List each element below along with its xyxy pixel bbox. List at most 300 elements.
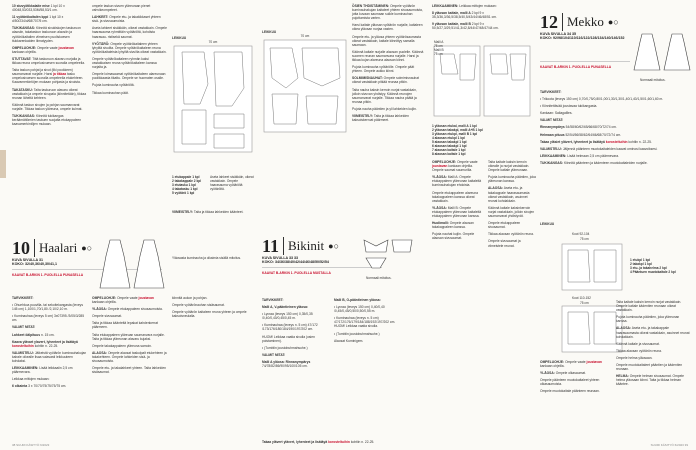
bikini-caption: Normaali mitoitus. [366, 276, 392, 280]
paragraph-text: Jäljennä päänteen muotokaitaleiden kaavat ominosi kaavoiksesi. [561, 146, 658, 151]
paragraph-text: • Lycraa (leveys 150 cm) 0,35/0,35 /0,40/0,40/0,45/0,45 m. [262, 312, 313, 321]
list-item: 7 alaosan kaitale 1 kpl [432, 148, 466, 152]
paragraph-text: Aseta etu- ja takakappale haarasaumasta oikeat vastakkain, asuinnet reunat kohdakkain. [488, 186, 530, 203]
paragraph-text: 1 kpl 10 x 40048,53/033,53M/58,53/1 cm. [12, 4, 65, 13]
paragraph-text: Rinnanympärys [540, 125, 565, 130]
diagram4-svg [560, 236, 624, 356]
paragraph-text: Pujota kuminauha pääntien, joka yläreunan kanssa. [616, 315, 680, 324]
paragraph [172, 296, 252, 300]
paragraph [352, 88, 424, 104]
paragraph [540, 161, 688, 165]
paragraph [262, 353, 328, 357]
center-col-top [172, 296, 252, 321]
paragraph-text: Ompele päänteen muotokaitaleet yhteen olkasaumoista. [540, 378, 600, 387]
paragraph-text: Ompele helman sivusaumat. Ompele helma yläosaan kiinni. Taita ja tikkaa helman kääntee. [616, 374, 684, 387]
paragraph-text: Leikkaa mittojen mukaan: [458, 4, 497, 8]
paragraph [12, 314, 87, 322]
paragraph-text: • Lycraa (leveys 150 cm) 0,40/0,40 /0,45/0,45/0,50/0,50/0,55 m. [334, 305, 385, 314]
list-item: 1 etukpl 1 kpl [630, 258, 651, 262]
pattern10-number: 10 [12, 238, 30, 258]
paragraph-text: TUKIKANGAS: [12, 26, 36, 31]
paragraph [432, 4, 532, 8]
paragraph [92, 42, 167, 54]
paragraph-text: Jälkeistä vyötärön kuminauhakujan kalrale oikealle lisaa vaiavasti leikkuuteen kohdaksi. [12, 350, 87, 364]
paragraph [540, 147, 688, 151]
paragraph-text: kiinnitä aukon ja pohjan. [172, 296, 208, 300]
diagram4-label-2: 75 cm [580, 237, 589, 241]
paragraph [540, 371, 610, 375]
paragraph-text: Ompele helma yläosaan. [616, 355, 653, 360]
paragraph-text: TARVIKKEET: [262, 298, 284, 302]
diagram4-label-4: 75 cm [580, 301, 589, 305]
paragraph-text: Ompele etukappaleen alareuna takakappaleen kanssa oikeat vastakkain. [432, 190, 479, 203]
list-item: 8 alaosan kaitale 1 kpl [432, 152, 466, 156]
list-item: Malli A [434, 40, 444, 44]
paragraph [12, 4, 87, 12]
paragraph-text: Kiinnitä päänteen ja kädenteen muotokaitaleiden nurjalle. [563, 160, 648, 165]
paragraph [12, 103, 87, 111]
paragraph-text: joustavan [432, 164, 448, 169]
paragraph-text: 1 kpl 10 x d/50/234/d/68/707/5 cm. [12, 15, 64, 24]
paragraph-text: Ompele vyötärökaitaleen ryhmän kaksi vastakkaisen reuna vyötärökaitaleen kanssa nurjalta ja. [92, 56, 157, 70]
paragraph [92, 26, 167, 38]
paragraph [352, 50, 424, 62]
paragraph-text: Takaa ylävert ylävert, lyhenteet ja lisätäyä [262, 440, 328, 444]
paragraph-text: ja tikkaa [53, 72, 67, 77]
paragraph [432, 221, 484, 229]
pattern12-sub: KUVA SIVULLA 34 35 [540, 32, 577, 36]
paragraph [616, 300, 690, 312]
pattern12-koko: KOKO: 92/98/104/110/116/122/128/134/140/146/152 [540, 36, 625, 41]
paragraph [12, 333, 87, 337]
paragraph [262, 305, 328, 309]
paragraph [12, 114, 87, 126]
diagram4-label-3: Koot 110-152 [572, 296, 591, 300]
paragraph [12, 340, 87, 348]
bikini-bottom [262, 440, 404, 447]
paragraph [616, 374, 690, 386]
paragraph-text: Malli A, V-pääntieinen yläosa: [262, 305, 309, 310]
paragraph-text: Taita kaitale kaksin kerroin oikealle ja nurjat vastakkain. Ompele kaitale yläreunaan. [488, 160, 530, 173]
paragraph-text: • Ohuehkoa puuvilla- tai sekoitekangasta (leveys 145 cm) 1,100/1,70/1,80 /2,10/2,10 m. [12, 303, 83, 312]
paragraph-text: Pujota nauhat kujiin. Ompele alaosan sivusaumat. [432, 232, 475, 241]
paragraph-text: Takaa yläsiet ylävert, lyhenteet ja lisätäyä [540, 139, 605, 144]
list-item: 3 yläosan etukpl, malli B 1 kpl [432, 132, 478, 136]
diagram1-note: Aseta lahkeet sisäkkäin, oikeat vastakkain. Ompele haarasauma vyötäröltä vyötäröltä. [210, 175, 254, 191]
bikini-koko: KOKO: 34/36/38/40/42/44/46/48/50/52/54 [262, 260, 329, 265]
paragraph-text: Pujota nauha pääntien ja yli lahkeiden kujiin. [352, 106, 417, 111]
list-item: 2 takakpl 1 kpl [630, 262, 652, 266]
paragraph-text: kankaan ohjeilla. [92, 300, 117, 305]
bikini-number: 11 [262, 236, 280, 256]
paragraph [12, 88, 87, 100]
paragraph-text: joustavan [58, 45, 74, 50]
paragraph-text: Malli A yläosa: Rinnanympärys [262, 359, 311, 364]
left-col-1 [12, 4, 87, 129]
paragraph-text: VIIMEISTELY: [172, 210, 194, 214]
center-col-right [352, 4, 424, 125]
paragraph-text: Taita nauha kaksin kerroin nurjat vastakkain, jolloin sivuvan yhdistyy. Käännä reunojen saumanvarat nurjalle. Tikkaa nauha päätä ja reunaa pitkin. [352, 87, 417, 104]
paragraph-text: LAHKEET: [92, 15, 109, 20]
paragraph-text: • Kuminauhaa (leveys 5 cm) 3x07395 /3/05/3/285 cm. [12, 314, 85, 323]
paragraph-text: Ompele alaosan takakappaleen kanssa. [432, 221, 474, 230]
paragraph [352, 65, 424, 73]
paragraph [540, 111, 688, 115]
paragraph [334, 316, 404, 328]
diagram4-label-1: Koot 92-104 [572, 232, 590, 236]
paragraph-text: Aseta etu- ja takakappale haarasaumasta oikeat vastakkain, asuinnet reunat kohdakkain. [616, 326, 690, 339]
list-item: 3 etu- ja takahelma 2 kpl [630, 266, 667, 270]
paragraph [262, 298, 328, 302]
paragraph-text: Kaava ylävart ylavert, lyhenteet ja lisätäyä [12, 339, 78, 344]
diagram2-title: LEIKKUU [262, 30, 277, 34]
paragraph [92, 4, 167, 12]
paragraph [352, 23, 424, 31]
paragraph-text: Ompele sivusaumat ja viimeistele reunat. [488, 239, 521, 248]
bikini-title: Bikinit [288, 238, 325, 253]
paragraph-text: Ompele loimasaumat vyötärökaitaleen alareunaan puolikkaasta tikattu. Ompele se huomaten osalle. [92, 72, 166, 81]
paragraph [92, 72, 167, 80]
paragraph-text: 54/58/60/62/65/66/68/70/72/74 cm. [564, 125, 617, 130]
paragraph-text: ALAOSA: [92, 350, 108, 355]
paragraph [540, 90, 688, 94]
paragraph [432, 232, 484, 240]
dress-sketch [92, 236, 178, 292]
paragraph-text: LEIKKAAMINEN: [432, 4, 459, 8]
paragraph [616, 349, 690, 353]
paragraph [488, 232, 536, 236]
pattern10-sub: KUVA SIVULLA 31 [12, 258, 44, 262]
left-col-2-b [92, 296, 167, 377]
paragraph [12, 384, 87, 388]
paragraph-text: Ompele vaate [116, 296, 139, 300]
paragraph [352, 4, 424, 20]
paragraph-text: ompele taskun sivuen yläreuraan pienet vahvikeompeleet. [92, 4, 151, 13]
paragraph-text: Pujota kuminauha pääntien, joka yläreunan kanssa. [488, 175, 536, 184]
paragraph-text: ALAOSA: [616, 326, 632, 331]
bikini-sketch [356, 236, 416, 272]
paragraph-text: VALMISTELU: [12, 350, 34, 355]
paragraph-text: Malli B: Ompele etukappaleen yläreunan kaitaleitä etukappaleen yläreunan kanssa. [432, 205, 482, 219]
paragraph [12, 351, 87, 363]
paragraph-text: Ompele etukappaleen sivusaumoista. [106, 307, 163, 312]
list-item: 1 etukappale 1 kpl [172, 175, 200, 179]
pattern12-link-wrap [540, 58, 630, 69]
caption10: Yläosasta kuminauha ja olkaimia sisällä mitoitus. [172, 256, 241, 260]
paragraph-text: HELMA: [616, 374, 629, 379]
diagram1-title: LEIKKUU [172, 36, 187, 40]
diagram1-svg [172, 44, 254, 154]
paragraph [334, 339, 404, 343]
paragraph [92, 91, 167, 95]
paragraph-text: Pujota kuminauha vyötäröltä. [92, 83, 135, 88]
pattern10-koko: KOKO: 32/40,36/40,30/41,1 [12, 262, 57, 267]
paragraph [488, 160, 536, 172]
paragraph-text: Taita etukappaleen yläreuan saumanvara nurjalle. Taita ja tikkaa yläreunan alavaru kujaksi. [92, 332, 165, 341]
paragraph [540, 125, 688, 129]
paragraph-text: ÖSIEN THDISTÄMINEN: [352, 4, 390, 8]
list-item: 75 cm [434, 44, 443, 48]
paragraph [352, 107, 424, 111]
diagram1-width: 70 cm [208, 40, 218, 45]
paragraph [432, 160, 484, 172]
paragraph [432, 206, 484, 218]
paragraph-text: Leikkaa mittojen mukaan: [12, 377, 50, 382]
paragraph-text: • Kiinnitettävää joustavaa tukikangasta. [540, 104, 598, 109]
paragraph-text: joustavan [586, 360, 602, 364]
diagram3-labels [434, 40, 530, 56]
diagram2 [262, 30, 348, 135]
pattern12-title: Mekko [567, 14, 604, 29]
right-col-1 [540, 90, 688, 168]
paragraph [334, 298, 404, 302]
paragraph [92, 15, 167, 23]
paragraph-text: Käännä kaitale ja sivusaumat. [616, 341, 660, 346]
paragraph-text: 74/78/82/86/90/95/100/105 cm. [262, 364, 308, 369]
paragraph-text: 6 olkainta [12, 384, 28, 389]
paragraph [12, 366, 87, 374]
paragraph [12, 57, 87, 65]
paragraph [262, 360, 328, 368]
paragraph-text: Aseta lahkeet sisäkkäin, oikeat vastakkain. Ompele haarasauma ryhmittäin vyötäröltä, kohdista haarasau- ristisekä saumat. [92, 26, 167, 39]
paragraph [540, 133, 688, 137]
paragraph [12, 15, 87, 23]
left-col-1-b [12, 296, 87, 392]
paragraph-text: Ompele solmimisnauhat oikeat vastakkain pitkää reunaa pitkin. [352, 76, 419, 85]
list-item: 2 yläosan takakpl, malli A+B 1 kpl [432, 128, 483, 132]
paragraph-text: 2 kpl 9 x 50,5/27,3/29,51/41,3/42,8/44/47/48/47/44 cm. [432, 22, 499, 31]
paragraph-text: joustavan [138, 296, 154, 300]
right-foot: SUURI KÄSITYÖ 6/2023 39 [650, 442, 688, 447]
left-col-2 [92, 4, 167, 98]
paragraph-text: korosteltuihin [604, 139, 628, 144]
list-item: 5 vyötärö 1 kpl [172, 191, 195, 195]
list-item: 6 alaosan takakpl 1 kpl [432, 144, 467, 148]
paragraph [432, 191, 484, 203]
paragraph [334, 305, 404, 313]
paragraph-text: Tikkaa kuminauhan päät. [92, 90, 129, 95]
paragraph [540, 97, 688, 101]
paragraph-text: korosteltuihin [327, 440, 350, 444]
paragraph-text: Lisää leikkaaiin 2,5 cm päärmevara. [12, 366, 73, 375]
paragraph-text: Malli B, O-pääntieinen yläosa: [334, 298, 381, 302]
paragraph [540, 360, 610, 368]
paragraph [488, 221, 536, 229]
paragraph [12, 377, 87, 381]
bikini-col-2 [334, 298, 404, 346]
paragraph [92, 321, 167, 329]
paragraph-text: kohtiin n. 22-25. [627, 139, 652, 144]
paragraph-text: VALMIT MITAT: [540, 118, 564, 123]
list-item: 4 Pääntuen muotokaitale 2 kpl [630, 270, 676, 274]
paragraph-text: Taita ja tikkaa käänteitä lepakat kahdenkerrat päärmeen. [92, 321, 158, 330]
paragraph [540, 389, 610, 393]
list-item: 4 alaosan etukpl 1 kpl [432, 136, 465, 140]
paragraph-text: Kiinnitä sivukiskojen taskuruon alaosiin, takataskun taskuruon alaosiin ja vyötärökaitalien viimeisen puoliskoesen tiukkarenkaiden liimatyyden. [12, 26, 81, 43]
paragraph-text: Ompele sivusaumat. [92, 314, 123, 319]
paragraph-text: Käännä taskun sivujen ja pohjan saumanvarat nurjalle. Tikkaa taskun yläreuna, ompele kulmat. [12, 102, 83, 111]
paragraph [488, 175, 536, 183]
paragraph-text: • (Tumblin joustobuhmahsuhe.) [262, 345, 308, 350]
paragraph [540, 154, 688, 158]
paragraph-text: YLÄOSA: [432, 175, 447, 180]
paragraph [12, 68, 87, 84]
paragraph [334, 332, 404, 336]
diagram2-svg [262, 38, 348, 134]
paragraph-text: VIIMEISTELY: [352, 113, 374, 118]
paragraph-text: OMPELUOHJE: [432, 160, 457, 164]
paragraph-text: kohtiin n. 22-25. [349, 440, 375, 444]
paragraph-text: YLÄOSA: [432, 205, 447, 210]
paragraph-text: Ompele etu- ja takalahkeet yhteen. Taita lahkeiden sisäsaumat. [92, 366, 166, 375]
diagram1 [172, 36, 254, 155]
paragraph-text: Tikkaa alaosan vyötärön reuna. [488, 232, 534, 237]
paragraph [488, 239, 536, 247]
paragraph-text: Ompele etu- ja takakikkaset yhteen sisä- ja sivusaumoista. [92, 15, 161, 24]
paragraph [262, 440, 404, 444]
paragraph-text: Ompele olkasaumat. [554, 371, 586, 376]
paragraph-text: Huolimalli: [432, 221, 449, 226]
pattern12-number: 12 [540, 12, 558, 32]
diagram4-title: LEIKKUU [540, 222, 555, 226]
paragraph-text: kohtiin n. 22-25. [33, 343, 59, 348]
bikini-link[interactable]: KAAVAT B-ARKIN 1. PUOLELLA MUSTALLA [262, 271, 331, 276]
paragraph-text: VYÖTÄRÖ: [92, 41, 110, 46]
list-item: 5 alaosan takakpl 1 kpl [432, 140, 467, 144]
paragraph-text: • Trikoota (leveys 150 cm) 0,70/0,75/0,80/1,00/1,30/1,30/1,40/1,40/1,50/1,60/1,60 m. [540, 97, 664, 102]
paragraph [12, 325, 87, 329]
paragraph-text: Ompele takakappaleen yläreuna samoin. [92, 343, 152, 348]
paragraph [488, 206, 536, 218]
pattern10-title: Haalari [39, 240, 78, 255]
rc-col-1 [432, 160, 484, 244]
paragraph-text: Ompele alaosat taskulpalt etukehteen ja takakehteen. Ompele lahkeiden sisä- ja sivusaumoista. [92, 350, 167, 364]
left-foot: 38 SUURI KÄSITYÖ 6/2023 [12, 442, 50, 447]
paragraph-text: Kiinnitä tukikangas keräämättömien taskuen suojalta etukappaleen kaavamerkintöjen mukaan. [12, 113, 82, 127]
paragraph-text: • Kuminauhaa (leveys n. 5 cm) 47/172 /173/176/180/184/190/197/202 cm. [262, 323, 318, 332]
pattern12-link[interactable]: KAAVAT B-ARKIN 1. PUOLELLA PUNASELLA [540, 65, 612, 69]
paragraph-text: Tikkaa alaosan vyötärön reuna. [616, 348, 662, 353]
paragraph-text: Harsi kaitale yläosan vyötärön nurjalle, kaitaleen oikea yläosan nurjaa vasten. [352, 23, 423, 32]
paragraph-text: ALAOSA: [488, 186, 504, 191]
paragraph-text: Ompele etu- ja yläosa yhteen vyötärösaumasta oikeat vastakkain, kaitale kiinnittyy samalla saumaan. [352, 34, 421, 47]
list-item: 4 takatasku 1 kpl [172, 187, 198, 191]
paragraph [172, 210, 254, 214]
paragraph-text: Ompele vyötärön kuminauhakujan kaitaleet yhteen sivusaumoista, jotta kuvaan saumaan sulkle kuminauhan pujottamista varten. [352, 4, 423, 21]
paragraph-text: kankaan ohjeilla. [12, 49, 37, 54]
paragraph [12, 46, 87, 54]
rc-col-2 [488, 160, 536, 251]
paragraph-text: kankaan ohjeilla. [540, 364, 565, 369]
paragraph [540, 140, 688, 144]
list-item: 75 cm [434, 52, 443, 56]
paragraph [616, 363, 690, 371]
diagram4 [540, 222, 610, 226]
paragraph-text: tasku ompelusivuesen suoralla ompeleella etukehteen. Kaavamerkintöjen mukaan pohjasta ja sivuista. [12, 72, 84, 85]
paragraph [616, 326, 690, 338]
paragraph-text: Helmaan pituus [540, 132, 565, 137]
pattern12-dots: ●○ [607, 17, 619, 27]
paragraph [540, 378, 610, 386]
paragraph [92, 366, 167, 374]
paragraph-text: • Kuminauhaa (leveys n. 5 cm) 47/172/176/179/184/188/192/197/202 cm. HUOM! Leikkaa vaatia sivulla. [334, 316, 396, 329]
paragraph-text: kankaan ohjeilla. Ompele saumat saumurilla. [432, 164, 473, 173]
paragraph-text: Ompele vaate [456, 160, 478, 164]
bikini-sub: KUVA SIVULLA 33 33 [262, 256, 299, 260]
paragraph [92, 57, 167, 69]
paragraph-text: VALMISTELU: [540, 146, 562, 151]
side-tab [0, 150, 6, 178]
diagram2-width: 70 cm [300, 34, 310, 39]
paragraph-text: YLÄOSA: [92, 307, 107, 312]
paragraph-text: Ompele vyötärön kaitaleen reuna yhteen ja ompele kaksoisneulalla. [172, 310, 247, 319]
paragraph [92, 307, 167, 311]
paragraph-text: TUKIKANGAS: [12, 113, 36, 118]
list-item: Malli B [434, 48, 444, 52]
paragraph-text: Lisää helmaan 2,5 cm päärmevara. [566, 153, 619, 158]
paragraph [12, 296, 87, 300]
paragraph-text: LEIKKAAMINEN: [12, 366, 39, 371]
paragraph-text: Taita kaitale kaksin kerroin nurjat vastakkain. Ompele kaitale kädentien reunaan oikeat vastakkain. [616, 300, 682, 313]
paragraph-text: OMPELUOHJE: [92, 296, 117, 300]
paragraph [262, 346, 328, 350]
mekko-sketch [632, 30, 692, 74]
diagram3-pieces [432, 124, 532, 156]
paragraph [92, 333, 167, 341]
paragraph-text: Taita ja tikkaa lahkeiden käänteet. [193, 210, 244, 214]
paragraph-text: HUOM! Leikkaa vaatia sivulla (osien poistaminen). [262, 334, 315, 343]
paragraph-text: Käännä kaitale nurjalle alaosan puolelle. Käännä suomen reunan saumanvara nurjalle. Harsi ja tikkaa kujan alareuna alaosan kiinni. [352, 49, 424, 63]
paragraph-text: korosteltuihin [12, 343, 34, 348]
right-col-b2 [616, 300, 690, 390]
paragraph [432, 22, 532, 30]
paragraph-text: Ompele muotokaitale päänteen reunaan. [540, 389, 600, 394]
paragraph [262, 335, 328, 343]
paragraph-text: TAKATASKU: [12, 87, 33, 92]
paragraph-text: Ompele vyötärökaitaleen yhteen lyhyiltä sivuilta. Ompele vyötärökaitaleen reuna vyötärökaitaleista lyhyiltä sivuilta oikeat vastakkain. [92, 41, 167, 54]
paragraph [488, 186, 536, 202]
paragraph [262, 312, 328, 320]
viimeistely [172, 210, 254, 217]
paragraph-text: Ompele muotokaitaleet pääntien ja kädentien reunaan. [616, 363, 683, 372]
paragraph-text: TUKIKANGAS: [540, 160, 564, 165]
paragraph [262, 323, 328, 331]
paragraph [12, 303, 87, 311]
paragraph [92, 351, 167, 363]
paragraph-text: 3 x 70/70/75/75/75/75 cm. [27, 384, 67, 389]
bikini-dots: ●○ [328, 241, 340, 251]
paragraph [540, 118, 688, 122]
paragraph [352, 76, 424, 84]
list-item: 3 etutasku 1 kpl [172, 183, 196, 187]
paragraph-text: Malli A: Ompele etukappaleen yläreunan kaitaleitä kuminauhakujan ehdoista. [432, 175, 482, 188]
paragraph [92, 83, 167, 87]
paragraph [92, 314, 167, 318]
paragraph-text: Kankaan: Saliagallles. [540, 111, 573, 116]
paragraph-text: 9 yläosan kaitale, malli B [432, 22, 471, 27]
paragraph [616, 342, 690, 346]
paragraph-text: TARVIKKEET: [540, 90, 562, 94]
pattern10-link[interactable]: KAAVAT B-ARKIN 1. PUOLELLA PUNASELLA [12, 273, 84, 278]
pattern10-dots: ●○ [81, 243, 93, 253]
paragraph [92, 296, 167, 304]
paragraph-text: • (Tumblin joustobuhmahsuhe.) [334, 331, 380, 336]
paragraph-text: Pujota kuminauha vyötärölle. Ompele päät yhteen. Ompele aukko kiinni. [352, 65, 415, 74]
paragraph-text: Ompele vaate [564, 360, 587, 364]
right-col-b1 [540, 360, 610, 397]
paragraph-text: 2 kpl 9 x 35,3/36,3/36,5/38,5/40,5/43/44/46/48/51 cm. [432, 11, 497, 20]
paragraph-text: Taita taskun pohjat ja sivut (ilki pookkeen) saumanvarat nurjalle. Harsi [12, 68, 73, 77]
